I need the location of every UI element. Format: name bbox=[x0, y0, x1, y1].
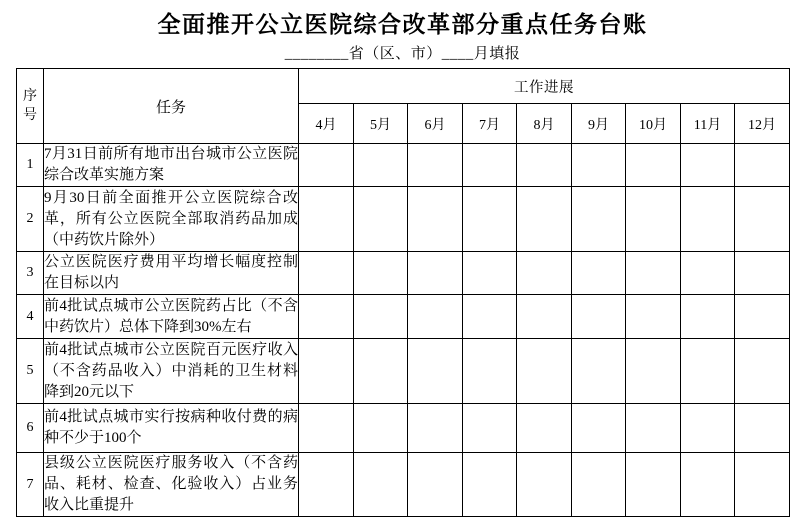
progress-cell bbox=[572, 144, 626, 187]
progress-cell bbox=[299, 453, 354, 517]
table-row bbox=[17, 339, 790, 404]
task-cell: 前4批试点城市公立医院百元医疗收入（不含药品收入）中消耗的卫生材料降到20元以下 bbox=[44, 339, 299, 404]
progress-cell bbox=[299, 404, 354, 453]
progress-cell bbox=[681, 295, 735, 339]
progress-cell bbox=[626, 404, 681, 453]
progress-cell bbox=[408, 339, 463, 404]
progress-cell bbox=[463, 453, 517, 517]
progress-cell bbox=[517, 404, 572, 453]
progress-cell bbox=[572, 404, 626, 453]
progress-cell bbox=[299, 339, 354, 404]
table-row bbox=[17, 295, 790, 339]
table-row bbox=[17, 453, 790, 517]
progress-cell bbox=[517, 295, 572, 339]
progress-cell bbox=[681, 339, 735, 404]
progress-cell bbox=[463, 252, 517, 295]
month-header: 8月 bbox=[517, 104, 572, 144]
progress-cell bbox=[299, 144, 354, 187]
progress-cell bbox=[517, 339, 572, 404]
header-progress: 工作进展 bbox=[299, 69, 790, 104]
progress-cell bbox=[354, 339, 408, 404]
task-cell: 县级公立医院医疗服务收入（不含药品、耗材、检查、化验收入）占业务收入比重提升 bbox=[44, 453, 299, 517]
progress-cell bbox=[354, 187, 408, 252]
task-cell: 前4批试点城市公立医院药占比（不含中药饮片）总体下降到30%左右 bbox=[44, 295, 299, 339]
progress-cell bbox=[354, 453, 408, 517]
progress-cell bbox=[735, 404, 790, 453]
progress-cell bbox=[463, 187, 517, 252]
progress-cell bbox=[517, 252, 572, 295]
progress-cell bbox=[572, 453, 626, 517]
row-index: 1 bbox=[17, 144, 44, 187]
progress-cell bbox=[408, 404, 463, 453]
progress-cell bbox=[681, 187, 735, 252]
document-title: 全面推开公立医院综合改革部分重点任务台账 bbox=[157, 12, 648, 37]
progress-cell bbox=[681, 404, 735, 453]
table-row bbox=[17, 252, 790, 295]
progress-cell bbox=[735, 144, 790, 187]
month-header: 11月 bbox=[681, 104, 735, 144]
progress-cell bbox=[463, 404, 517, 453]
progress-cell bbox=[517, 453, 572, 517]
task-cell: 前4批试点城市实行按病种收付费的病种不少于100个 bbox=[44, 404, 299, 453]
progress-cell bbox=[517, 144, 572, 187]
month-header: 6月 bbox=[408, 104, 463, 144]
progress-cell bbox=[354, 404, 408, 453]
task-ledger-table bbox=[16, 68, 790, 517]
progress-cell bbox=[408, 453, 463, 517]
row-index: 6 bbox=[17, 404, 44, 453]
progress-cell bbox=[354, 295, 408, 339]
progress-cell bbox=[626, 453, 681, 517]
progress-cell bbox=[735, 453, 790, 517]
row-index: 7 bbox=[17, 453, 44, 517]
progress-cell bbox=[354, 252, 408, 295]
progress-cell bbox=[572, 295, 626, 339]
progress-cell bbox=[463, 339, 517, 404]
month-header: 12月 bbox=[735, 104, 790, 144]
table-row bbox=[17, 144, 790, 187]
month-header: 9月 bbox=[572, 104, 626, 144]
progress-cell bbox=[572, 252, 626, 295]
progress-cell bbox=[572, 187, 626, 252]
progress-cell bbox=[354, 144, 408, 187]
progress-cell bbox=[735, 295, 790, 339]
header-row-top bbox=[17, 69, 790, 104]
task-cell: 公立医院医疗费用平均增长幅度控制在目标以内 bbox=[44, 252, 299, 295]
progress-cell bbox=[681, 144, 735, 187]
progress-cell bbox=[572, 339, 626, 404]
task-cell: 7月31日前所有地市出台城市公立医院综合改革实施方案 bbox=[44, 144, 299, 187]
row-index: 4 bbox=[17, 295, 44, 339]
progress-cell bbox=[735, 339, 790, 404]
progress-cell bbox=[735, 187, 790, 252]
month-header: 7月 bbox=[463, 104, 517, 144]
document-subtitle: ________省（区、市）____月填报 bbox=[284, 46, 521, 62]
progress-cell bbox=[626, 252, 681, 295]
row-index: 2 bbox=[17, 187, 44, 252]
progress-cell bbox=[408, 252, 463, 295]
progress-cell bbox=[626, 295, 681, 339]
row-index: 5 bbox=[17, 339, 44, 404]
progress-cell bbox=[299, 187, 354, 252]
progress-cell bbox=[626, 187, 681, 252]
table-row bbox=[17, 404, 790, 453]
task-cell: 9月30日前全面推开公立医院综合改革，所有公立医院全部取消药品加成（中药饮片除外） bbox=[44, 187, 299, 252]
progress-cell bbox=[681, 453, 735, 517]
month-header: 5月 bbox=[354, 104, 408, 144]
row-index: 3 bbox=[17, 252, 44, 295]
progress-cell bbox=[299, 252, 354, 295]
month-header: 4月 bbox=[299, 104, 354, 144]
progress-cell bbox=[626, 144, 681, 187]
progress-cell bbox=[463, 295, 517, 339]
progress-cell bbox=[408, 144, 463, 187]
progress-cell bbox=[517, 187, 572, 252]
month-header: 10月 bbox=[626, 104, 681, 144]
progress-cell bbox=[463, 144, 517, 187]
progress-cell bbox=[681, 252, 735, 295]
progress-cell bbox=[408, 187, 463, 252]
header-index: 序号 bbox=[17, 69, 44, 144]
progress-cell bbox=[408, 295, 463, 339]
progress-cell bbox=[299, 295, 354, 339]
progress-cell bbox=[735, 252, 790, 295]
progress-cell bbox=[626, 339, 681, 404]
table-row bbox=[17, 187, 790, 252]
header-task: 任务 bbox=[44, 69, 299, 144]
